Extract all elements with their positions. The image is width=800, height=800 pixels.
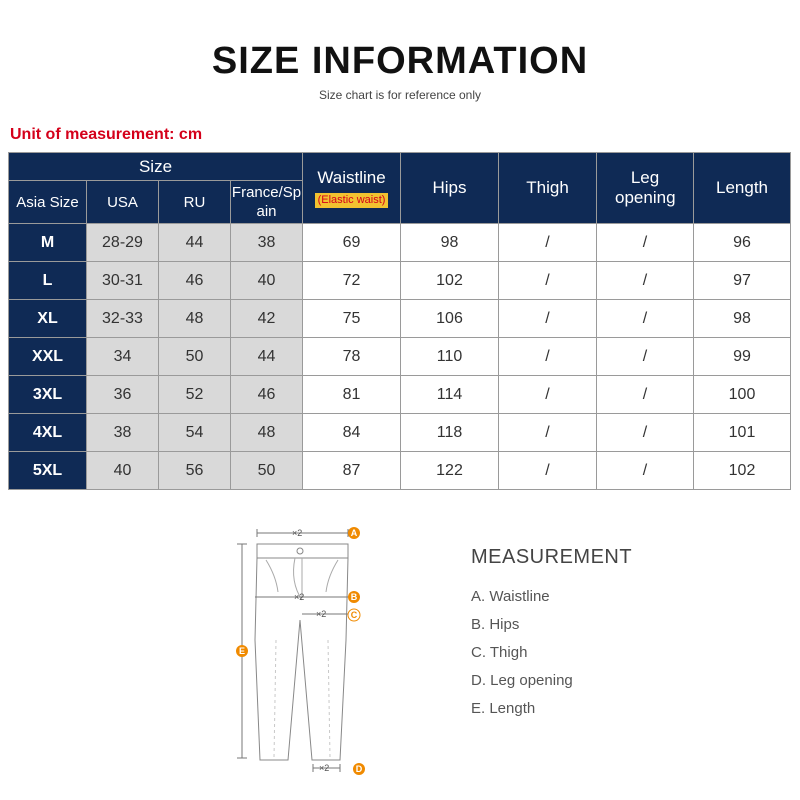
table-cell: 72 — [303, 262, 401, 300]
table-cell: 96 — [694, 224, 791, 262]
waistline-label: Waistline — [317, 168, 386, 187]
usa-header: USA — [87, 181, 159, 224]
marker-a — [348, 527, 360, 539]
table-cell: 36 — [87, 376, 159, 414]
table-row — [9, 262, 791, 300]
table-cell: 52 — [159, 376, 231, 414]
table-cell: 44 — [231, 338, 303, 376]
elastic-waist-badge: (Elastic waist) — [315, 193, 389, 208]
table-cell: 84 — [303, 414, 401, 452]
table-header-row — [9, 153, 791, 181]
times-two-label-c: ×2 — [316, 609, 327, 619]
times-two-label-d: ×2 — [319, 763, 330, 773]
france-spain-header: France/Spain — [231, 181, 303, 224]
table-cell: / — [597, 414, 694, 452]
size-label-cell: 3XL — [9, 376, 87, 414]
table-cell: 30-31 — [87, 262, 159, 300]
table-cell: 46 — [231, 376, 303, 414]
table-cell: 42 — [231, 300, 303, 338]
legend-item-length: E. Length — [471, 700, 536, 717]
button-icon — [297, 548, 303, 554]
page-title: SIZE INFORMATION — [211, 40, 589, 82]
table-cell: 75 — [303, 300, 401, 338]
ru-header: RU — [159, 181, 231, 224]
legend-item-waistline: A. Waistline — [471, 588, 550, 605]
legend-item-hips: B. Hips — [471, 616, 520, 633]
table-cell: 48 — [231, 414, 303, 452]
table-cell: 102 — [694, 452, 791, 490]
svg-text:E: E — [238, 646, 246, 656]
table-cell: 101 — [694, 414, 791, 452]
table-cell: 46 — [159, 262, 231, 300]
marker-d — [353, 763, 365, 775]
table-cell: 118 — [401, 414, 499, 452]
size-label-cell: M — [9, 224, 87, 262]
legend-item-leg-opening: D. Leg opening — [471, 672, 573, 689]
unit-note: Unit of measurement: cm — [10, 126, 203, 143]
table-cell: 78 — [303, 338, 401, 376]
table-cell: 102 — [401, 262, 499, 300]
times-two-label-a: ×2 — [292, 528, 303, 538]
table-cell: 40 — [231, 262, 303, 300]
marker-c — [348, 609, 360, 621]
table-cell: / — [597, 224, 694, 262]
svg-text:D: D — [355, 764, 363, 774]
table-cell: 38 — [231, 224, 303, 262]
table-cell: 106 — [401, 300, 499, 338]
svg-text:A: A — [350, 528, 358, 538]
marker-e — [236, 645, 248, 657]
svg-text:C: C — [350, 610, 358, 620]
table-cell: 99 — [694, 338, 791, 376]
waistline-header — [303, 153, 401, 224]
marker-b — [348, 591, 360, 603]
length-header: Length — [694, 153, 791, 224]
page-subtitle: Size chart is for reference only — [318, 88, 482, 102]
table-cell: / — [499, 224, 597, 262]
table-cell: 87 — [303, 452, 401, 490]
table-cell: 81 — [303, 376, 401, 414]
table-row — [9, 452, 791, 490]
leg-opening-header: Leg opening — [597, 153, 694, 224]
table-row — [9, 300, 791, 338]
thigh-header: Thigh — [499, 153, 597, 224]
table-cell: / — [597, 452, 694, 490]
table-cell: 97 — [694, 262, 791, 300]
asia-size-header: Asia Size — [9, 181, 87, 224]
table-row — [9, 338, 791, 376]
table-cell: 114 — [401, 376, 499, 414]
table-cell: 34 — [87, 338, 159, 376]
hips-header: Hips — [401, 153, 499, 224]
svg-text:B: B — [350, 592, 358, 602]
table-row — [9, 224, 791, 262]
measurement-legend — [471, 546, 632, 723]
table-cell: 98 — [694, 300, 791, 338]
pants-diagram — [230, 520, 380, 780]
table-cell: / — [499, 376, 597, 414]
legend-title: MEASUREMENT — [471, 546, 633, 568]
size-table — [8, 152, 791, 490]
table-cell: 32-33 — [87, 300, 159, 338]
table-cell: 100 — [694, 376, 791, 414]
table-cell: 110 — [401, 338, 499, 376]
table-cell: 50 — [231, 452, 303, 490]
table-cell: / — [597, 300, 694, 338]
table-cell: / — [499, 414, 597, 452]
table-cell: 54 — [159, 414, 231, 452]
legend-item-thigh: C. Thigh — [471, 644, 528, 661]
table-cell: 28-29 — [87, 224, 159, 262]
size-label-cell: 5XL — [9, 452, 87, 490]
size-label-cell: XL — [9, 300, 87, 338]
table-cell: 48 — [159, 300, 231, 338]
table-cell: 56 — [159, 452, 231, 490]
table-cell: 98 — [401, 224, 499, 262]
size-label-cell: L — [9, 262, 87, 300]
table-cell: 40 — [87, 452, 159, 490]
table-cell: 38 — [87, 414, 159, 452]
times-two-label-b: ×2 — [294, 592, 305, 602]
table-row — [9, 376, 791, 414]
size-label-cell: XXL — [9, 338, 87, 376]
table-cell: 44 — [159, 224, 231, 262]
size-group-header: Size — [9, 153, 303, 181]
table-cell: / — [597, 376, 694, 414]
table-cell: / — [499, 338, 597, 376]
table-cell: 122 — [401, 452, 499, 490]
table-cell: / — [499, 452, 597, 490]
table-row — [9, 414, 791, 452]
table-cell: / — [597, 338, 694, 376]
table-cell: / — [597, 262, 694, 300]
table-cell: 50 — [159, 338, 231, 376]
size-label-cell: 4XL — [9, 414, 87, 452]
table-cell: / — [499, 300, 597, 338]
table-cell: / — [499, 262, 597, 300]
table-cell: 69 — [303, 224, 401, 262]
